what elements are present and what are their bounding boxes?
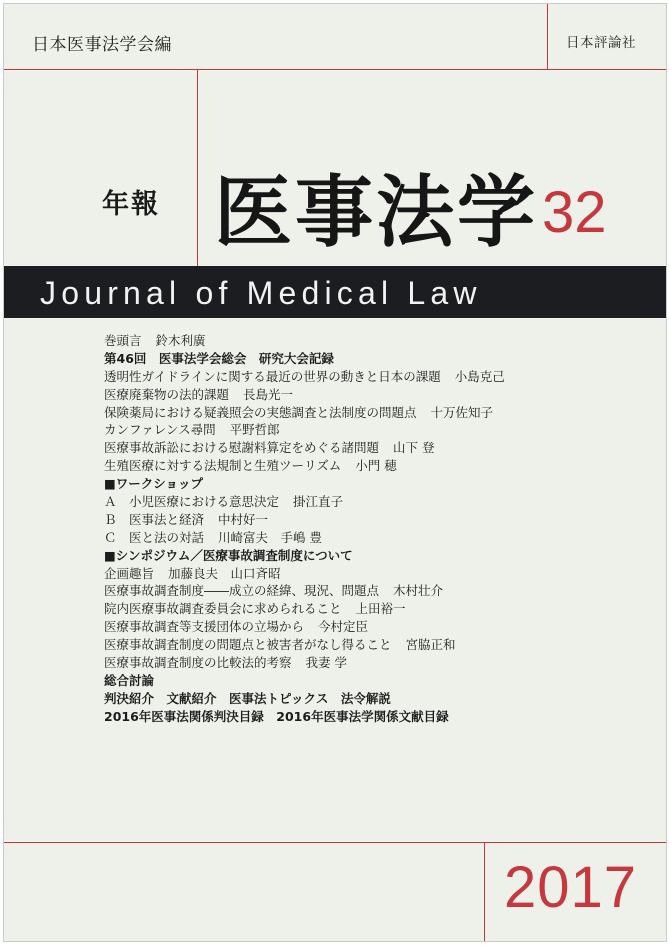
toc-item [104, 672, 649, 690]
toc-item [104, 618, 649, 636]
toc-item-author: 我妻 学 [305, 655, 347, 671]
toc-item-author: 木村壮介 [393, 583, 444, 599]
toc-item-author: 中村好一 [218, 511, 269, 527]
toc-item-author: 山下 登 [393, 440, 435, 456]
toc-item-title: 第46回 医事法学会総会 研究大会記録 [104, 350, 334, 366]
toc-item [104, 690, 649, 708]
toc-item [104, 421, 649, 439]
toc-item-title: 院内医療事故調査委員会に求められること [104, 601, 342, 617]
toc-item-title: 医療事故調査制度の問題点と被害者がなし得ること [104, 637, 392, 653]
toc-item-title: Ｂ 医事法と経済 [104, 511, 205, 527]
toc-item-author: 鈴木利廣 [155, 333, 206, 348]
toc-item [104, 654, 649, 672]
toc-item [104, 350, 649, 368]
editor-label: 日本医事法学会編 [32, 35, 172, 55]
toc-item [104, 636, 649, 654]
year-divider [484, 842, 485, 941]
toc-item-title: 医療事故調査等支援団体の立場から [104, 619, 305, 635]
volume-number: 32 [542, 180, 607, 245]
toc-item-author: 長島光一 [243, 386, 294, 402]
toc-item-author: 加藤良夫 山口斉昭 [168, 565, 281, 581]
toc-item-title: 医療廃棄物の法的課題 [104, 386, 230, 402]
table-of-contents [104, 332, 649, 726]
toc-item-author: 川崎富夫 手嶋 豊 [218, 529, 322, 545]
english-title-band [4, 266, 666, 318]
english-title: Journal of Medical Law [40, 275, 482, 311]
toc-item-author: 掛江直子 [293, 494, 344, 510]
toc-item-title: Ａ 小児医療における意思決定 [104, 494, 280, 510]
publication-year: 2017 [504, 855, 638, 920]
title-prefix: 年報 [102, 189, 160, 220]
toc-item [104, 708, 649, 726]
toc-item [104, 565, 649, 583]
toc-item-title: 医療事故調査制度の比較法的考察 [104, 655, 292, 671]
toc-item-title: 巻頭言 [104, 333, 142, 348]
toc-item-title: 生殖医療に対する法規制と生殖ツーリズム [104, 458, 342, 474]
publisher-label: 日本評論社 [566, 35, 636, 51]
toc-item [104, 332, 649, 350]
toc-item-title: 企画趣旨 [104, 565, 155, 581]
toc-item-author: 上田裕一 [355, 601, 406, 617]
toc-item-title: ■ワークショップ [104, 476, 204, 492]
toc-item-title: 医療事故調査制度――成立の経緯、現況、問題点 [104, 583, 380, 599]
toc-item-title: 判決紹介 文献紹介 医事法トピックス 法令解説 [104, 690, 391, 706]
toc-item-author: 小島克己 [454, 368, 505, 384]
toc-item-title: Ｃ 医と法の対話 [104, 529, 205, 545]
toc-item [104, 582, 649, 600]
toc-item-author: 今村定臣 [318, 619, 369, 635]
toc-item [104, 493, 649, 511]
top-rule [4, 69, 666, 70]
toc-item-author: 小門 穂 [355, 458, 397, 474]
toc-item-author: 宮脇正和 [405, 637, 456, 653]
toc-item-author: 平野哲郎 [229, 422, 280, 438]
main-title: 医事法学 [214, 168, 539, 258]
publisher-divider [547, 4, 548, 69]
title-divider [197, 69, 198, 266]
toc-item-title: 総合討論 [104, 672, 155, 688]
book-cover [3, 3, 667, 942]
toc-item [104, 475, 649, 493]
bottom-rule [4, 842, 666, 843]
toc-item [104, 511, 649, 529]
toc-item [104, 368, 649, 386]
toc-item [104, 600, 649, 618]
toc-item-author: 十万佐知子 [430, 404, 494, 420]
toc-item [104, 404, 649, 422]
toc-item [104, 457, 649, 475]
toc-item [104, 439, 649, 457]
toc-item [104, 386, 649, 404]
toc-item-title: 2016年医事法関係判決目録 2016年医事法学関係文献目録 [104, 708, 449, 724]
toc-item [104, 529, 649, 547]
toc-item-title: カンファレンス尋問 [104, 422, 216, 438]
toc-item-title: ■シンポジウム／医療事故調査制度について [104, 547, 353, 563]
toc-item-title: 透明性ガイドラインに関する最近の世界の動きと日本の課題 [104, 368, 441, 384]
toc-item-title: 医療事故訴訟における慰謝料算定をめぐる諸問題 [104, 440, 380, 456]
toc-item [104, 547, 649, 565]
toc-item-title: 保険薬局における疑義照会の実態調査と法制度の問題点 [104, 404, 417, 420]
